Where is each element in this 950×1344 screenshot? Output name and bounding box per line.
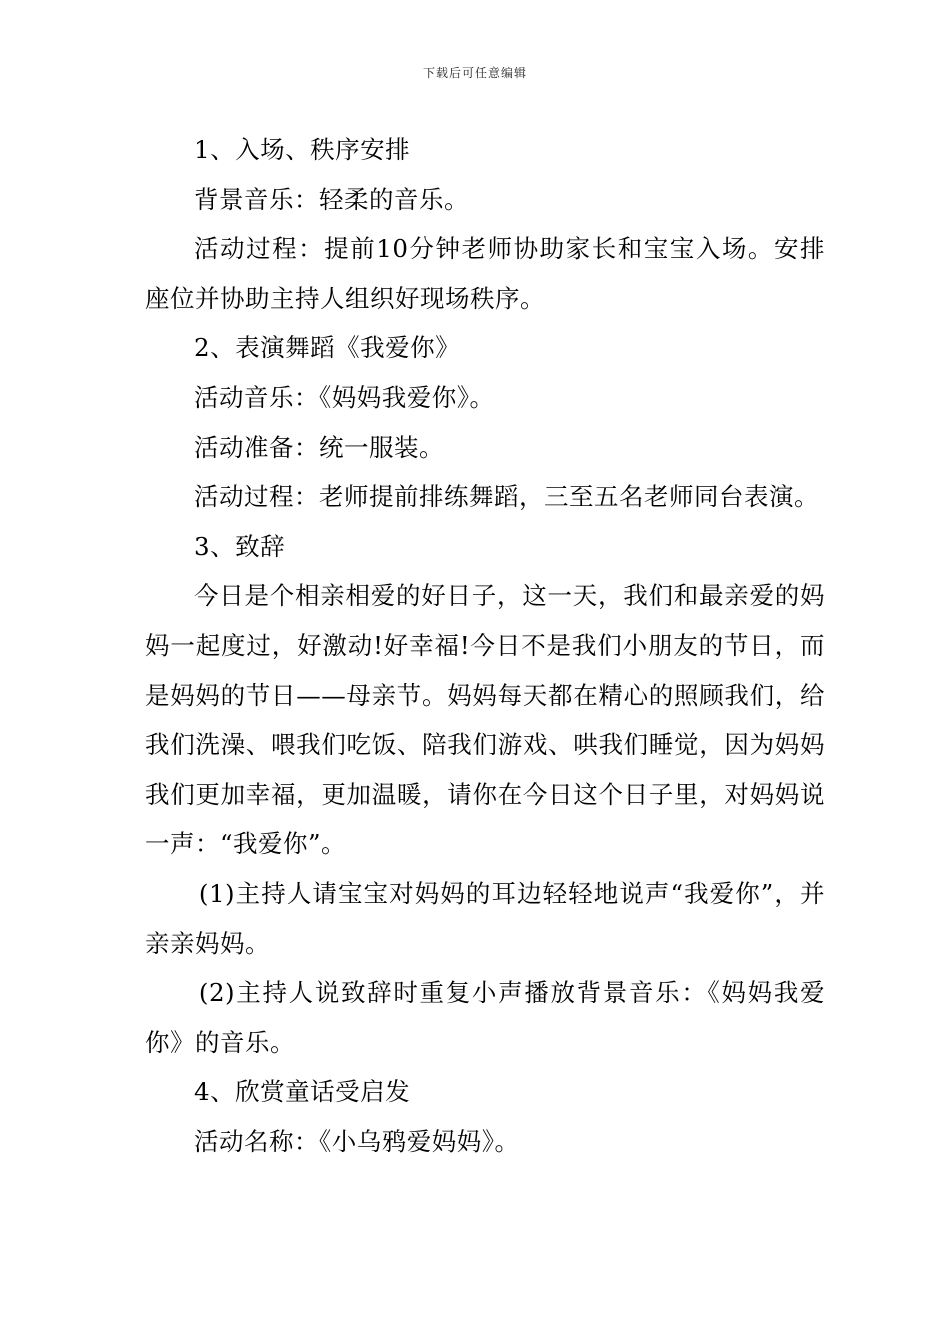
- paragraph-dance-music: 活动音乐：《妈妈我爱你》。: [194, 382, 495, 412]
- section-heading-entrance: 1、入场、秩序安排: [194, 135, 411, 164]
- paragraph-speech-step-1: (1)主持人请宝宝对妈妈的耳边轻轻地说声“我爱你”，并亲亲妈妈。: [145, 878, 825, 958]
- section-heading-speech: 3、致辞: [194, 531, 286, 561]
- paragraph-speech-step-2: (2)主持人说致辞时重复小声播放背景音乐：《妈妈我爱你》的音乐。: [145, 978, 825, 1057]
- paragraph-dance-process: 活动过程：老师提前排练舞蹈，三至五名老师同台表演。: [194, 482, 819, 512]
- paragraph-speech-content: 今日是个相亲相爱的好日子，这一天，我们和最亲爱的妈妈一起度过，好激动!好幸福!今日不是我们小朋友的节日，而是妈妈的节日——母亲节。妈妈每天都在精心的照顾我们，给我们洗澡、喂我们吃饭、陪我们游戏、哄我们睡觉，因为妈妈我们更加幸福，更加温暖，请你在今日这个日子里，对妈妈说一声：“我爱你”。: [145, 581, 825, 859]
- paragraph-entrance-process: 活动过程：提前10分钟老师协助家长和宝宝入场。安排座位并协助主持人组织好现场秩序。: [145, 234, 825, 313]
- section-heading-dance: 2、表演舞蹈《我爱你》: [194, 333, 461, 363]
- section-heading-fairy-tale: 4、欣赏童话受启发: [194, 1077, 411, 1107]
- paragraph-dance-preparation: 活动准备：统一服装。: [194, 432, 444, 462]
- paragraph-background-music: 背景音乐：轻柔的音乐。: [194, 184, 469, 214]
- paragraph-activity-name: 活动名称：《小乌鸦爱妈妈》。: [194, 1126, 520, 1156]
- document-body: [145, 125, 825, 1166]
- page-header-note: 下载后可任意编辑: [422, 66, 527, 80]
